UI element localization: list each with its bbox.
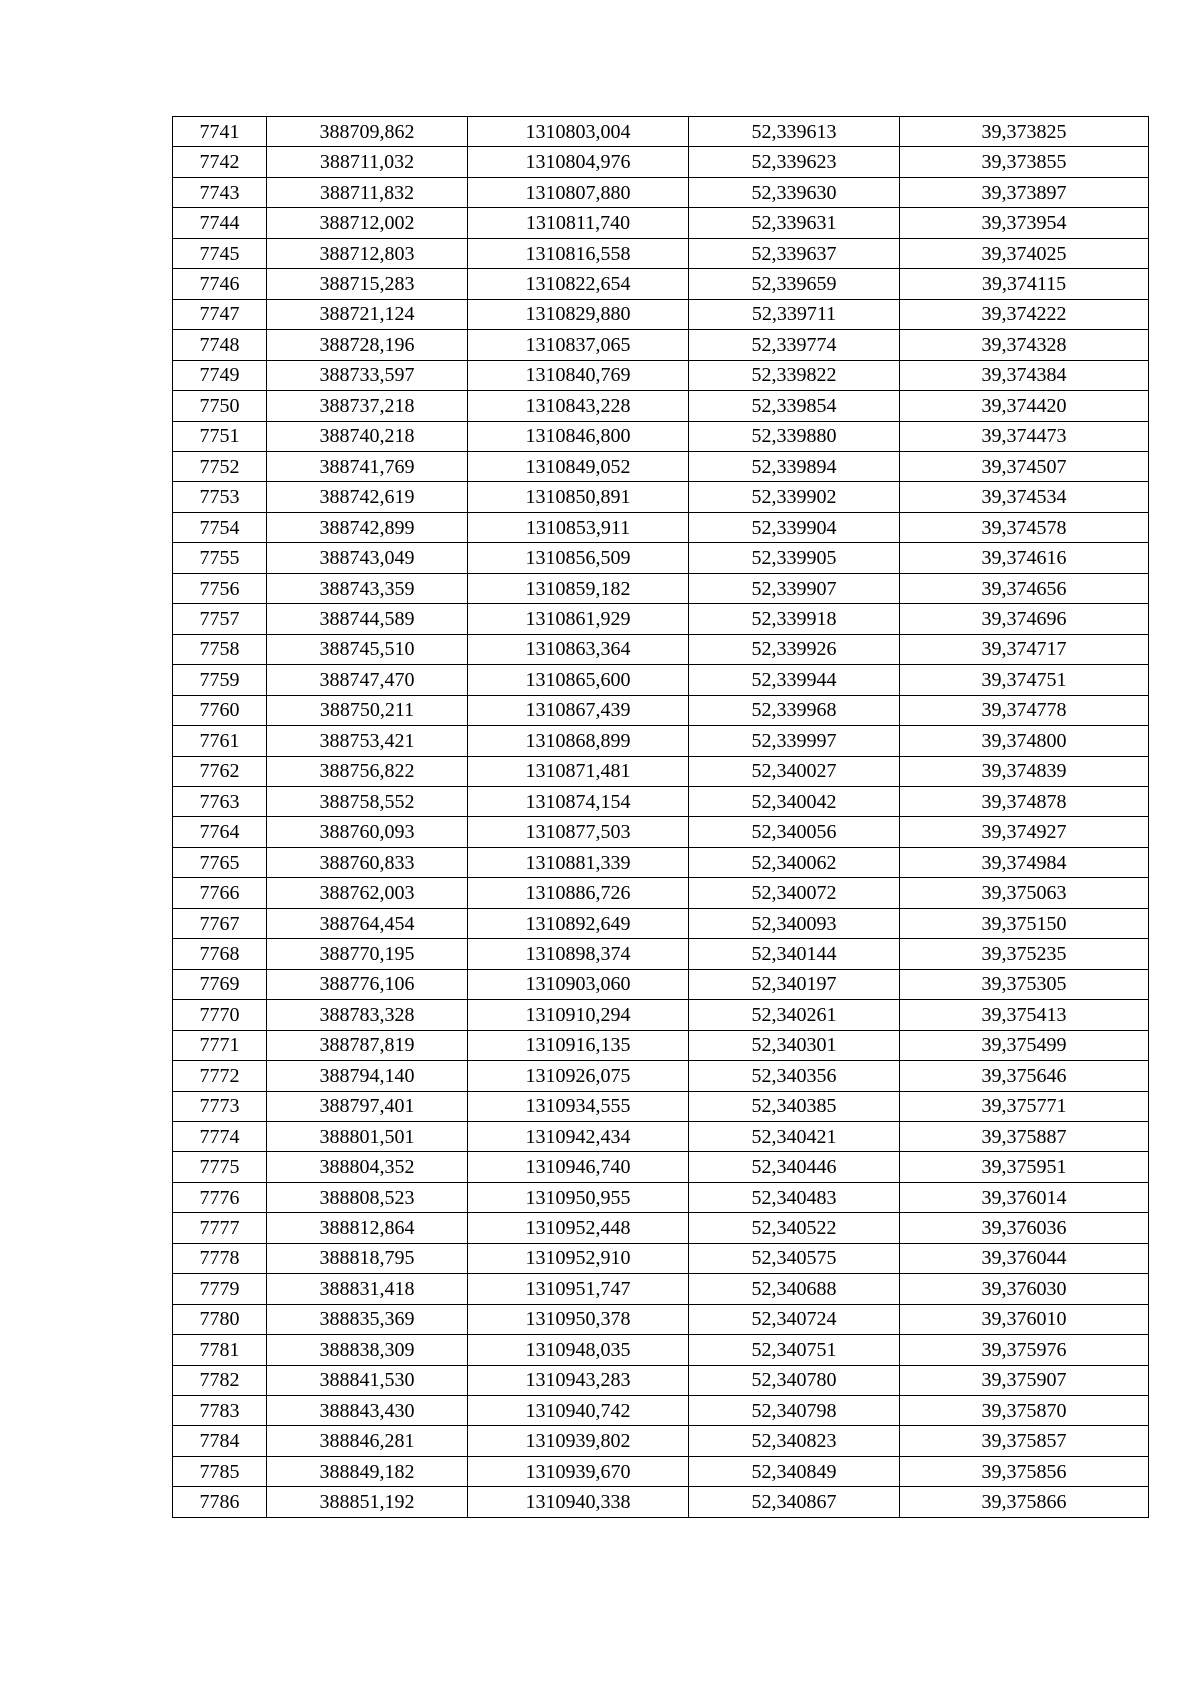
point-number-cell: 7763	[173, 786, 267, 816]
x-coordinate-cell: 388745,510	[267, 634, 468, 664]
table-row	[173, 1274, 1149, 1304]
latitude-cell: 52,340823	[689, 1426, 900, 1456]
table-row	[173, 908, 1149, 938]
x-coordinate-cell: 388712,002	[267, 208, 468, 238]
y-coordinate-cell: 1310853,911	[468, 512, 689, 542]
y-coordinate-cell: 1310807,880	[468, 177, 689, 207]
table-row	[173, 604, 1149, 634]
x-coordinate-cell: 388740,218	[267, 421, 468, 451]
longitude-cell: 39,374115	[900, 269, 1149, 299]
y-coordinate-cell: 1310939,802	[468, 1426, 689, 1456]
y-coordinate-cell: 1310892,649	[468, 908, 689, 938]
table-row	[173, 665, 1149, 695]
longitude-cell: 39,375857	[900, 1426, 1149, 1456]
y-coordinate-cell: 1310950,378	[468, 1304, 689, 1334]
y-coordinate-cell: 1310803,004	[468, 117, 689, 147]
point-number-cell: 7776	[173, 1182, 267, 1212]
y-coordinate-cell: 1310939,670	[468, 1456, 689, 1486]
longitude-cell: 39,374328	[900, 330, 1149, 360]
latitude-cell: 52,339926	[689, 634, 900, 664]
longitude-cell: 39,375413	[900, 1000, 1149, 1030]
y-coordinate-cell: 1310865,600	[468, 665, 689, 695]
longitude-cell: 39,375976	[900, 1335, 1149, 1365]
table-row	[173, 695, 1149, 725]
longitude-cell: 39,374696	[900, 604, 1149, 634]
x-coordinate-cell: 388843,430	[267, 1396, 468, 1426]
point-number-cell: 7753	[173, 482, 267, 512]
latitude-cell: 52,339968	[689, 695, 900, 725]
y-coordinate-cell: 1310934,555	[468, 1091, 689, 1121]
table-row	[173, 1426, 1149, 1456]
longitude-cell: 39,373855	[900, 147, 1149, 177]
latitude-cell: 52,339907	[689, 573, 900, 603]
longitude-cell: 39,373897	[900, 177, 1149, 207]
point-number-cell: 7746	[173, 269, 267, 299]
latitude-cell: 52,340575	[689, 1243, 900, 1273]
y-coordinate-cell: 1310874,154	[468, 786, 689, 816]
x-coordinate-cell: 388835,369	[267, 1304, 468, 1334]
table-row	[173, 238, 1149, 268]
longitude-cell: 39,374927	[900, 817, 1149, 847]
y-coordinate-cell: 1310849,052	[468, 451, 689, 481]
point-number-cell: 7784	[173, 1426, 267, 1456]
point-number-cell: 7783	[173, 1396, 267, 1426]
x-coordinate-cell: 388756,822	[267, 756, 468, 786]
latitude-cell: 52,340751	[689, 1335, 900, 1365]
x-coordinate-cell: 388721,124	[267, 299, 468, 329]
x-coordinate-cell: 388831,418	[267, 1274, 468, 1304]
longitude-cell: 39,375951	[900, 1152, 1149, 1182]
x-coordinate-cell: 388737,218	[267, 391, 468, 421]
latitude-cell: 52,340027	[689, 756, 900, 786]
point-number-cell: 7743	[173, 177, 267, 207]
y-coordinate-cell: 1310940,338	[468, 1487, 689, 1517]
point-number-cell: 7755	[173, 543, 267, 573]
longitude-cell: 39,375771	[900, 1091, 1149, 1121]
latitude-cell: 52,340724	[689, 1304, 900, 1334]
point-number-cell: 7777	[173, 1213, 267, 1243]
point-number-cell: 7780	[173, 1304, 267, 1334]
latitude-cell: 52,339880	[689, 421, 900, 451]
latitude-cell: 52,339822	[689, 360, 900, 390]
y-coordinate-cell: 1310948,035	[468, 1335, 689, 1365]
table-row	[173, 421, 1149, 451]
point-number-cell: 7785	[173, 1456, 267, 1486]
table-row	[173, 1213, 1149, 1243]
point-number-cell: 7744	[173, 208, 267, 238]
latitude-cell: 52,340446	[689, 1152, 900, 1182]
latitude-cell: 52,340197	[689, 969, 900, 999]
table-row	[173, 208, 1149, 238]
y-coordinate-cell: 1310916,135	[468, 1030, 689, 1060]
table-row	[173, 1061, 1149, 1091]
latitude-cell: 52,340062	[689, 847, 900, 877]
coordinates-table	[172, 116, 1149, 1518]
point-number-cell: 7756	[173, 573, 267, 603]
x-coordinate-cell: 388787,819	[267, 1030, 468, 1060]
x-coordinate-cell: 388744,589	[267, 604, 468, 634]
x-coordinate-cell: 388760,093	[267, 817, 468, 847]
latitude-cell: 52,340522	[689, 1213, 900, 1243]
longitude-cell: 39,375887	[900, 1121, 1149, 1151]
y-coordinate-cell: 1310877,503	[468, 817, 689, 847]
y-coordinate-cell: 1310910,294	[468, 1000, 689, 1030]
x-coordinate-cell: 388711,032	[267, 147, 468, 177]
latitude-cell: 52,340688	[689, 1274, 900, 1304]
latitude-cell: 52,340072	[689, 878, 900, 908]
latitude-cell: 52,340144	[689, 939, 900, 969]
y-coordinate-cell: 1310840,769	[468, 360, 689, 390]
longitude-cell: 39,374222	[900, 299, 1149, 329]
point-number-cell: 7761	[173, 726, 267, 756]
table-row	[173, 1121, 1149, 1151]
latitude-cell: 52,339631	[689, 208, 900, 238]
point-number-cell: 7749	[173, 360, 267, 390]
table-row	[173, 147, 1149, 177]
y-coordinate-cell: 1310843,228	[468, 391, 689, 421]
point-number-cell: 7782	[173, 1365, 267, 1395]
point-number-cell: 7781	[173, 1335, 267, 1365]
point-number-cell: 7752	[173, 451, 267, 481]
y-coordinate-cell: 1310867,439	[468, 695, 689, 725]
x-coordinate-cell: 388750,211	[267, 695, 468, 725]
table-row	[173, 817, 1149, 847]
y-coordinate-cell: 1310859,182	[468, 573, 689, 603]
table-row	[173, 543, 1149, 573]
table-row	[173, 1000, 1149, 1030]
table-row	[173, 634, 1149, 664]
point-number-cell: 7768	[173, 939, 267, 969]
longitude-cell: 39,375305	[900, 969, 1149, 999]
table-row	[173, 1487, 1149, 1517]
y-coordinate-cell: 1310868,899	[468, 726, 689, 756]
x-coordinate-cell: 388762,003	[267, 878, 468, 908]
latitude-cell: 52,340867	[689, 1487, 900, 1517]
latitude-cell: 52,339902	[689, 482, 900, 512]
y-coordinate-cell: 1310946,740	[468, 1152, 689, 1182]
table-row	[173, 1152, 1149, 1182]
longitude-cell: 39,374751	[900, 665, 1149, 695]
point-number-cell: 7786	[173, 1487, 267, 1517]
x-coordinate-cell: 388838,309	[267, 1335, 468, 1365]
x-coordinate-cell: 388741,769	[267, 451, 468, 481]
latitude-cell: 52,339630	[689, 177, 900, 207]
point-number-cell: 7770	[173, 1000, 267, 1030]
longitude-cell: 39,375150	[900, 908, 1149, 938]
longitude-cell: 39,374534	[900, 482, 1149, 512]
y-coordinate-cell: 1310850,891	[468, 482, 689, 512]
point-number-cell: 7778	[173, 1243, 267, 1273]
latitude-cell: 52,339905	[689, 543, 900, 573]
table-row	[173, 1030, 1149, 1060]
table-row	[173, 726, 1149, 756]
y-coordinate-cell: 1310804,976	[468, 147, 689, 177]
x-coordinate-cell: 388758,552	[267, 786, 468, 816]
longitude-cell: 39,375856	[900, 1456, 1149, 1486]
point-number-cell: 7750	[173, 391, 267, 421]
table-row	[173, 786, 1149, 816]
point-number-cell: 7771	[173, 1030, 267, 1060]
longitude-cell: 39,374578	[900, 512, 1149, 542]
x-coordinate-cell: 388760,833	[267, 847, 468, 877]
latitude-cell: 52,339659	[689, 269, 900, 299]
longitude-cell: 39,374656	[900, 573, 1149, 603]
y-coordinate-cell: 1310903,060	[468, 969, 689, 999]
point-number-cell: 7757	[173, 604, 267, 634]
latitude-cell: 52,339711	[689, 299, 900, 329]
x-coordinate-cell: 388851,192	[267, 1487, 468, 1517]
longitude-cell: 39,375499	[900, 1030, 1149, 1060]
x-coordinate-cell: 388804,352	[267, 1152, 468, 1182]
x-coordinate-cell: 388808,523	[267, 1182, 468, 1212]
x-coordinate-cell: 388743,359	[267, 573, 468, 603]
latitude-cell: 52,340301	[689, 1030, 900, 1060]
table-row	[173, 969, 1149, 999]
point-number-cell: 7742	[173, 147, 267, 177]
x-coordinate-cell: 388783,328	[267, 1000, 468, 1030]
table-row	[173, 1396, 1149, 1426]
y-coordinate-cell: 1310861,929	[468, 604, 689, 634]
latitude-cell: 52,339904	[689, 512, 900, 542]
table-row	[173, 1243, 1149, 1273]
table-row	[173, 451, 1149, 481]
point-number-cell: 7767	[173, 908, 267, 938]
x-coordinate-cell: 388770,195	[267, 939, 468, 969]
point-number-cell: 7748	[173, 330, 267, 360]
longitude-cell: 39,374800	[900, 726, 1149, 756]
longitude-cell: 39,374473	[900, 421, 1149, 451]
point-number-cell: 7760	[173, 695, 267, 725]
table-row	[173, 117, 1149, 147]
x-coordinate-cell: 388742,619	[267, 482, 468, 512]
y-coordinate-cell: 1310837,065	[468, 330, 689, 360]
latitude-cell: 52,340385	[689, 1091, 900, 1121]
longitude-cell: 39,374507	[900, 451, 1149, 481]
latitude-cell: 52,339997	[689, 726, 900, 756]
y-coordinate-cell: 1310952,448	[468, 1213, 689, 1243]
longitude-cell: 39,374878	[900, 786, 1149, 816]
table-row	[173, 847, 1149, 877]
latitude-cell: 52,340042	[689, 786, 900, 816]
longitude-cell: 39,375870	[900, 1396, 1149, 1426]
latitude-cell: 52,339854	[689, 391, 900, 421]
table-row	[173, 939, 1149, 969]
table-row	[173, 482, 1149, 512]
point-number-cell: 7772	[173, 1061, 267, 1091]
x-coordinate-cell: 388794,140	[267, 1061, 468, 1091]
longitude-cell: 39,376014	[900, 1182, 1149, 1212]
point-number-cell: 7769	[173, 969, 267, 999]
table-row	[173, 299, 1149, 329]
table-row	[173, 756, 1149, 786]
latitude-cell: 52,339623	[689, 147, 900, 177]
y-coordinate-cell: 1310886,726	[468, 878, 689, 908]
x-coordinate-cell: 388797,401	[267, 1091, 468, 1121]
x-coordinate-cell: 388715,283	[267, 269, 468, 299]
y-coordinate-cell: 1310871,481	[468, 756, 689, 786]
table-row	[173, 330, 1149, 360]
x-coordinate-cell: 388846,281	[267, 1426, 468, 1456]
x-coordinate-cell: 388733,597	[267, 360, 468, 390]
table-row	[173, 1182, 1149, 1212]
x-coordinate-cell: 388728,196	[267, 330, 468, 360]
point-number-cell: 7762	[173, 756, 267, 786]
latitude-cell: 52,340798	[689, 1396, 900, 1426]
y-coordinate-cell: 1310951,747	[468, 1274, 689, 1304]
x-coordinate-cell: 388841,530	[267, 1365, 468, 1395]
y-coordinate-cell: 1310940,742	[468, 1396, 689, 1426]
latitude-cell: 52,339944	[689, 665, 900, 695]
longitude-cell: 39,375907	[900, 1365, 1149, 1395]
x-coordinate-cell: 388743,049	[267, 543, 468, 573]
latitude-cell: 52,340849	[689, 1456, 900, 1486]
point-number-cell: 7765	[173, 847, 267, 877]
longitude-cell: 39,374616	[900, 543, 1149, 573]
y-coordinate-cell: 1310952,910	[468, 1243, 689, 1273]
longitude-cell: 39,376010	[900, 1304, 1149, 1334]
point-number-cell: 7759	[173, 665, 267, 695]
table-row	[173, 177, 1149, 207]
longitude-cell: 39,376036	[900, 1213, 1149, 1243]
point-number-cell: 7779	[173, 1274, 267, 1304]
y-coordinate-cell: 1310863,364	[468, 634, 689, 664]
y-coordinate-cell: 1310898,374	[468, 939, 689, 969]
latitude-cell: 52,340356	[689, 1061, 900, 1091]
x-coordinate-cell: 388709,862	[267, 117, 468, 147]
latitude-cell: 52,339918	[689, 604, 900, 634]
longitude-cell: 39,375235	[900, 939, 1149, 969]
table-row	[173, 391, 1149, 421]
y-coordinate-cell: 1310816,558	[468, 238, 689, 268]
longitude-cell: 39,375646	[900, 1061, 1149, 1091]
point-number-cell: 7741	[173, 117, 267, 147]
longitude-cell: 39,374717	[900, 634, 1149, 664]
longitude-cell: 39,374420	[900, 391, 1149, 421]
table-row	[173, 1304, 1149, 1334]
point-number-cell: 7754	[173, 512, 267, 542]
point-number-cell: 7774	[173, 1121, 267, 1151]
x-coordinate-cell: 388711,832	[267, 177, 468, 207]
table-row	[173, 1456, 1149, 1486]
point-number-cell: 7747	[173, 299, 267, 329]
longitude-cell: 39,375866	[900, 1487, 1149, 1517]
latitude-cell: 52,340421	[689, 1121, 900, 1151]
x-coordinate-cell: 388776,106	[267, 969, 468, 999]
latitude-cell: 52,340483	[689, 1182, 900, 1212]
y-coordinate-cell: 1310881,339	[468, 847, 689, 877]
point-number-cell: 7766	[173, 878, 267, 908]
x-coordinate-cell: 388742,899	[267, 512, 468, 542]
point-number-cell: 7745	[173, 238, 267, 268]
table-row	[173, 360, 1149, 390]
longitude-cell: 39,375063	[900, 878, 1149, 908]
x-coordinate-cell: 388812,864	[267, 1213, 468, 1243]
table-row	[173, 573, 1149, 603]
latitude-cell: 52,339774	[689, 330, 900, 360]
table-row	[173, 512, 1149, 542]
latitude-cell: 52,340780	[689, 1365, 900, 1395]
y-coordinate-cell: 1310846,800	[468, 421, 689, 451]
table-row	[173, 1335, 1149, 1365]
longitude-cell: 39,374778	[900, 695, 1149, 725]
x-coordinate-cell: 388747,470	[267, 665, 468, 695]
y-coordinate-cell: 1310950,955	[468, 1182, 689, 1212]
y-coordinate-cell: 1310856,509	[468, 543, 689, 573]
y-coordinate-cell: 1310926,075	[468, 1061, 689, 1091]
latitude-cell: 52,340261	[689, 1000, 900, 1030]
point-number-cell: 7775	[173, 1152, 267, 1182]
x-coordinate-cell: 388801,501	[267, 1121, 468, 1151]
longitude-cell: 39,376044	[900, 1243, 1149, 1273]
y-coordinate-cell: 1310829,880	[468, 299, 689, 329]
point-number-cell: 7773	[173, 1091, 267, 1121]
table-row	[173, 878, 1149, 908]
longitude-cell: 39,374839	[900, 756, 1149, 786]
latitude-cell: 52,339894	[689, 451, 900, 481]
latitude-cell: 52,339613	[689, 117, 900, 147]
latitude-cell: 52,340056	[689, 817, 900, 847]
longitude-cell: 39,374025	[900, 238, 1149, 268]
longitude-cell: 39,376030	[900, 1274, 1149, 1304]
longitude-cell: 39,374984	[900, 847, 1149, 877]
table-row	[173, 269, 1149, 299]
table-row	[173, 1091, 1149, 1121]
point-number-cell: 7751	[173, 421, 267, 451]
longitude-cell: 39,374384	[900, 360, 1149, 390]
latitude-cell: 52,339637	[689, 238, 900, 268]
y-coordinate-cell: 1310942,434	[468, 1121, 689, 1151]
point-number-cell: 7758	[173, 634, 267, 664]
point-number-cell: 7764	[173, 817, 267, 847]
longitude-cell: 39,373954	[900, 208, 1149, 238]
y-coordinate-cell: 1310943,283	[468, 1365, 689, 1395]
coordinates-table-body	[173, 117, 1149, 1518]
latitude-cell: 52,340093	[689, 908, 900, 938]
y-coordinate-cell: 1310822,654	[468, 269, 689, 299]
longitude-cell: 39,373825	[900, 117, 1149, 147]
x-coordinate-cell: 388818,795	[267, 1243, 468, 1273]
table-row	[173, 1365, 1149, 1395]
y-coordinate-cell: 1310811,740	[468, 208, 689, 238]
x-coordinate-cell: 388712,803	[267, 238, 468, 268]
x-coordinate-cell: 388764,454	[267, 908, 468, 938]
x-coordinate-cell: 388849,182	[267, 1456, 468, 1486]
x-coordinate-cell: 388753,421	[267, 726, 468, 756]
